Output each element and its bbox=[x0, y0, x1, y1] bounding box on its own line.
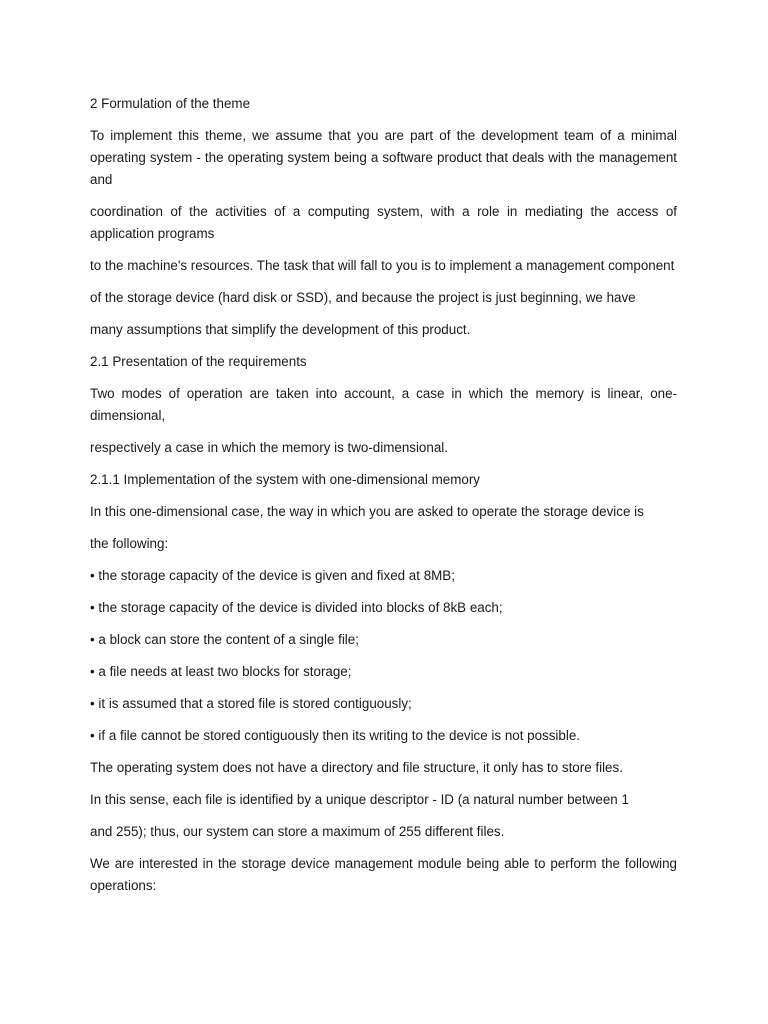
paragraph: the following: bbox=[90, 536, 169, 551]
section-heading: 2 Formulation of the theme bbox=[90, 96, 251, 111]
paragraph: The operating system does not have a directory and file structure, it only has to store files. bbox=[90, 760, 623, 775]
paragraph: many assumptions that simplify the development of this product. bbox=[90, 322, 471, 337]
bullet-item: • the storage capacity of the device is given and fixed at 8MB; bbox=[90, 568, 455, 583]
paragraph: In this sense, each file is identified by a unique descriptor - ID (a natural number between 1 bbox=[90, 792, 629, 807]
paragraph: In this one-dimensional case, the way in which you are asked to operate the storage device is bbox=[90, 504, 644, 519]
document-page bbox=[90, 93, 677, 907]
bullet-item: • a block can store the content of a single file; bbox=[90, 632, 359, 647]
paragraph: and 255); thus, our system can store a maximum of 255 different files. bbox=[90, 824, 505, 839]
bullet-item: • the storage capacity of the device is divided into blocks of 8kB each; bbox=[90, 600, 503, 615]
bullet-item: • if a file cannot be stored contiguously then its writing to the device is not possible. bbox=[90, 728, 581, 743]
subsection-heading: 2.1 Presentation of the requirements bbox=[90, 354, 307, 369]
paragraph: Two modes of operation are taken into account, a case in which the memory is linear, one-dimensional, bbox=[90, 386, 677, 423]
paragraph: We are interested in the storage device management module being able to perform the following operations: bbox=[90, 856, 677, 893]
paragraph: To implement this theme, we assume that you are part of the development team of a minimal operating system - the operating system being a software product that deals with the management and bbox=[90, 128, 677, 187]
paragraph: of the storage device (hard disk or SSD), and because the project is just beginning, we have bbox=[90, 290, 636, 305]
subsubsection-heading: 2.1.1 Implementation of the system with one-dimensional memory bbox=[90, 472, 480, 487]
paragraph: coordination of the activities of a computing system, with a role in mediating the access of application programs bbox=[90, 204, 677, 241]
paragraph: to the machine's resources. The task that will fall to you is to implement a management component bbox=[90, 258, 675, 273]
paragraph: respectively a case in which the memory is two-dimensional. bbox=[90, 440, 448, 455]
bullet-item: • a file needs at least two blocks for storage; bbox=[90, 664, 352, 679]
bullet-item: • it is assumed that a stored file is stored contiguously; bbox=[90, 696, 412, 711]
